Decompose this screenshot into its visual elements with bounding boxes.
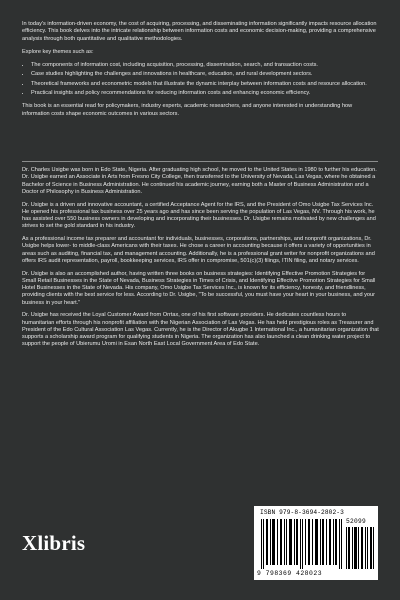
bio-paragraph: As a professional income tax preparer and accountant for individuals, businesses, corporations, partnerships, and nonprofit organizations, Dr. Usigbe helps lower- to middle-class Americans with their taxes. He chose a career in accounting because it offers a variety of opportunities in areas such as auditing, financial tax, and management accounting. Additionally, he is a professional grant writer for nonprofit organizations and offers IRS audit representation, payroll, bookkeeping services, IRS offer in compromise, 501(c)(3) filings, ITIN filing, and notary services. — [22, 236, 375, 264]
ean-digits: 9 798369 428023 — [257, 570, 323, 577]
book-blurb — [22, 21, 379, 124]
addon-bars — [346, 527, 374, 569]
publisher-logo: Xlibris — [22, 531, 86, 555]
isbn-barcode — [254, 506, 378, 580]
theme-item: • Practical insights and policy recommendations for reducing information costs and enhancing economic efficiency. — [31, 90, 379, 97]
theme-item: • Case studies highlighting the challenges and innovations in healthcare, education, and rural development sectors. — [31, 71, 379, 78]
ean-bars — [260, 519, 342, 569]
themes-heading: Explore key themes such as: — [22, 48, 94, 55]
bio-paragraph: Dr. Usigbe is also an accomplished author, having written three books on business strategies: Identifying Effective Promotion Strategies for Small Retail Businesses in the State of Nevada, Business Strategies in Times of Crisis, and Identifying Effective Promotion Strategies for Small Hotel Businesses in the State of Nevada. His company, Omo Usigbe Tax Services Inc., is known for its efficiency, honesty, and friendliness, providing clients with the best service for less. According to Dr. Usigbe, "To be successful, you must have your heart in your business, and your business in your heart." — [22, 270, 376, 306]
bio-paragraph: Dr. Charles Usigbe was born in Edo State, Nigeria. After graduating high school, he moved to the United States in 1980 to further his education. Dr. Usigbe earned an Associate in Arts from Fresno City College, then transferred to the University of Nevada, Las Vegas, where he obtained a Bachelor of Science in Business Administration. He continued his academic journey, earning both a Master of Business Administration and a Doctor of Philosophy in Business Administration. — [22, 167, 377, 195]
blurb-intro: In today's information-driven economy, the cost of acquiring, processing, and disseminating information significantly impacts resource allocation efficiency. This book delves into the intricate relationship between information costs and economic decision-making, providing a comprehensive analysis through both quantitative and qualitative methodologies. — [22, 21, 377, 42]
theme-item: • Theoretical frameworks and econometric models that illustrate the dynamic interplay between information costs and resource allocation. — [31, 81, 379, 88]
theme-item: • The components of information cost, including acquisition, processing, dissemination, search, and transaction costs. — [31, 62, 379, 69]
author-bio — [22, 167, 379, 354]
bio-paragraph: Dr. Usigbe has received the Loyal Customer Award from Orrtax, one of his first software providers. He dedicates countless hours to humanitarian efforts through his nonprofit affiliation with the Nigerian Association of Las Vegas. He has held prestigious roles as Treasurer and President of the Edo Cultural Association Las Vegas. Currently, he is the Director of Akugbe 1 International Inc., a humanitarian organization that supports a scholarship award program for qualifying students in Nigeria. The organization has also launched a clean drinking water project to support the people of Ubierumu Uromi in Esan North East Local Government Area of Edo State. — [22, 312, 379, 348]
price-addon-digits: 52099 — [346, 518, 367, 525]
bio-paragraph: Dr. Usigbe is a driven and innovative accountant, a certified Acceptance Agent for the IRS, and the President of Omo Usigbe Tax Services Inc. He opened his professional tax business over 25 years ago and has since been serving the population of Las Vegas, NV. Through his work, he has assisted over 550 business owners in developing and incorporating their businesses. Dr. Usigbe remains motivated by new challenges and strives to set the gold standard in his industry. — [22, 201, 376, 230]
blurb-closing: This book is an essential read for policymakers, industry experts, academic researchers, and anyone interested in understanding how information costs shape economic outcomes in various sectors. — [22, 103, 353, 117]
section-divider — [22, 161, 378, 162]
isbn-label: ISBN 979-8-3694-2802-3 — [260, 509, 344, 516]
themes-list — [22, 62, 379, 97]
